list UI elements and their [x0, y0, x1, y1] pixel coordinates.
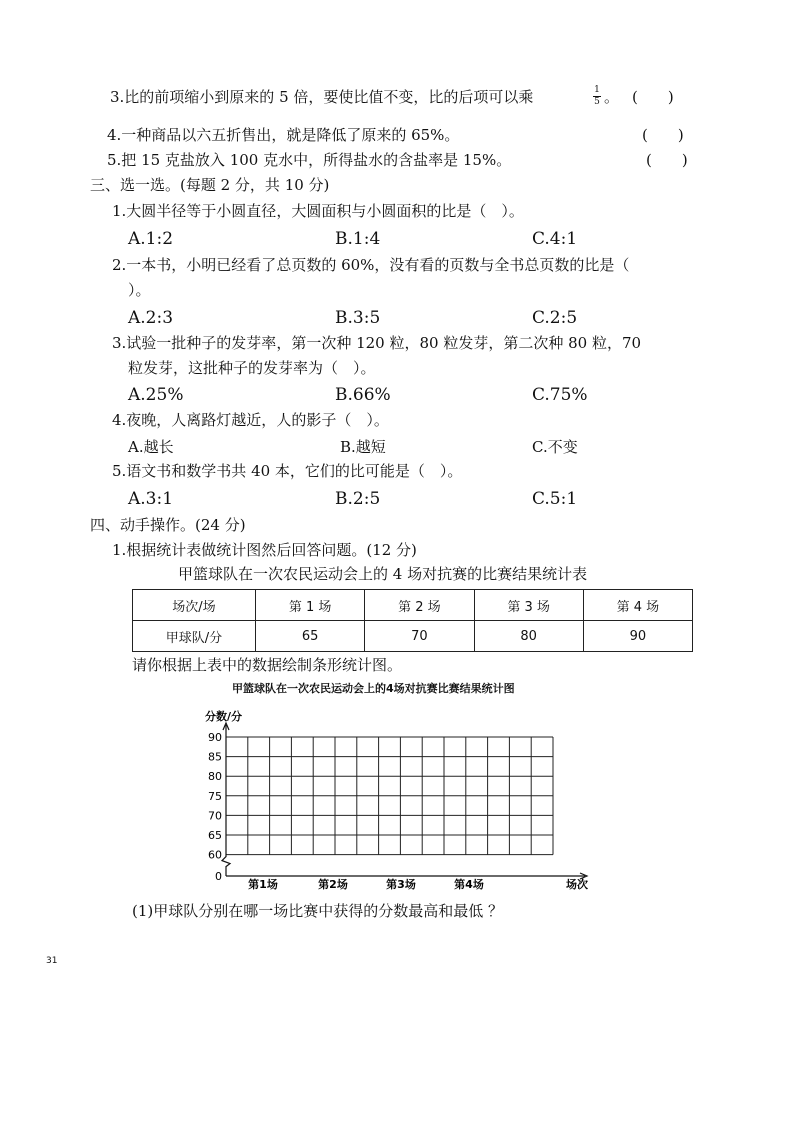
table-row [133, 621, 693, 652]
choice-q5-text: 5.语文书和数学书共 40 本，它们的比可能是（ ）。 [112, 462, 463, 480]
choice-q2-option-a[interactable]: A.2:3 [128, 308, 174, 328]
table-row [133, 590, 693, 621]
judge-q3-text: 3.比的前项缩小到原来的 5 倍，要使比值不变，比的后项可以乘 [110, 88, 534, 106]
judge-q4-text: 4.一种商品以六五折售出，就是降低了原来的 65%。 [107, 126, 460, 144]
x-category-label: 第3场 [386, 878, 416, 891]
choice-q1-option-a[interactable]: A.1:2 [128, 229, 174, 249]
choice-q4-option-a[interactable]: A.越长 [128, 438, 174, 456]
choice-q3-option-b[interactable]: B.66% [335, 385, 391, 405]
choice-q1-text: 1.大圆半径等于小圆直径，大圆面积与小圆面积的比是（ ）。 [112, 202, 524, 220]
table-header-cell: 第 1 场 [256, 590, 365, 621]
table-header-cell: 第 2 场 [365, 590, 474, 621]
choice-q2-option-c[interactable]: C.2:5 [532, 308, 578, 328]
table-header-cell: 第 4 场 [583, 590, 692, 621]
choice-q3-option-a[interactable]: A.25% [128, 385, 184, 405]
table-header-cell: 场次/场 [133, 590, 256, 621]
choice-q2-line1: 2.一本书，小明已经看了总页数的 60%，没有看的页数与全书总页数的比是（ [112, 256, 630, 274]
section3-title: 三、选一选。(每题 2 分，共 10 分) [90, 176, 330, 194]
judge-q5-text: 5.把 15 克盐放入 100 克水中，所得盐水的含盐率是 15%。 [107, 151, 512, 169]
chart-x-axis-label: 场次 [566, 878, 588, 891]
judge-q5-paren[interactable]: ( ) [646, 151, 688, 169]
table-cell: 80 [474, 621, 583, 652]
judge-q4-paren[interactable]: ( ) [642, 126, 684, 144]
y-tick-label: 0 [215, 870, 222, 883]
choice-q4-option-b[interactable]: B.越短 [340, 438, 386, 456]
page-number: 31 [46, 956, 58, 966]
choice-q1-option-b[interactable]: B.1:4 [335, 229, 381, 249]
choice-q4-text: 4.夜晚，人离路灯越近，人的影子（ ）。 [112, 411, 389, 429]
y-tick-label: 85 [208, 750, 222, 764]
judge-q3-paren[interactable]: ( ) [632, 88, 674, 106]
chart-instruction: 请你根据上表中的数据绘制条形统计图。 [132, 656, 403, 674]
chart-axes [222, 723, 587, 879]
choice-q3-line2: 粒发芽，这批种子的发芽率为（ ）。 [128, 359, 376, 377]
chart-y-axis-label: 分数/分 [205, 710, 243, 723]
choice-q3-line1: 3.试验一批种子的发芽率，第一次种 120 粒，80 粒发芽，第二次种 80 粒，70 [112, 334, 642, 352]
fraction-one-fifth [593, 86, 601, 107]
y-tick-label: 80 [208, 770, 222, 784]
table-cell: 65 [256, 621, 365, 652]
x-category-label: 第1场 [248, 878, 278, 891]
fraction-numerator: 1 [594, 85, 600, 95]
chart-title: 甲篮球队在一次农民运动会上的4场对抗赛比赛结果统计图 [232, 682, 515, 695]
judge-q3-tail: 。 [604, 88, 620, 106]
y-tick-label: 75 [208, 789, 222, 803]
y-tick-label: 60 [208, 848, 222, 862]
fraction-denominator: 5 [594, 97, 600, 107]
choice-q1-option-c[interactable]: C.4:1 [532, 229, 578, 249]
y-tick-label: 65 [208, 829, 222, 842]
choice-q3-option-c[interactable]: C.75% [532, 385, 588, 405]
x-category-label: 第2场 [318, 878, 348, 891]
choice-q4-option-c[interactable]: C.不变 [532, 438, 578, 456]
section4-title: 四、动手操作。(24 分) [90, 516, 246, 534]
section4-q1-title: 1.根据统计表做统计图然后回答问题。(12 分) [112, 541, 417, 559]
x-category-label: 第4场 [454, 878, 484, 891]
chart-grid [226, 737, 553, 855]
y-axis [222, 725, 230, 876]
stat-table [132, 589, 693, 652]
choice-q5-option-c[interactable]: C.5:1 [532, 489, 578, 509]
choice-q5-option-b[interactable]: B.2:5 [335, 489, 381, 509]
section4-sub-q1: (1)甲球队分别在哪一场比赛中获得的分数最高和最低 ？ [132, 902, 504, 920]
table-cell: 70 [365, 621, 474, 652]
choice-q2-line2: ）。 [128, 281, 151, 299]
y-tick-label: 90 [208, 731, 222, 744]
stat-table-title: 甲篮球队在一次农民运动会上的 4 场对抗赛的比赛结果统计表 [178, 565, 588, 583]
chart-ticks [208, 731, 484, 891]
table-cell: 甲球队/分 [133, 621, 256, 652]
table-header-cell: 第 3 场 [474, 590, 583, 621]
table-cell: 90 [583, 621, 692, 652]
choice-q5-option-a[interactable]: A.3:1 [128, 489, 174, 509]
choice-q2-option-b[interactable]: B.3:5 [335, 308, 381, 328]
bar-chart-grid [0, 700, 793, 930]
y-tick-label: 70 [208, 809, 222, 823]
